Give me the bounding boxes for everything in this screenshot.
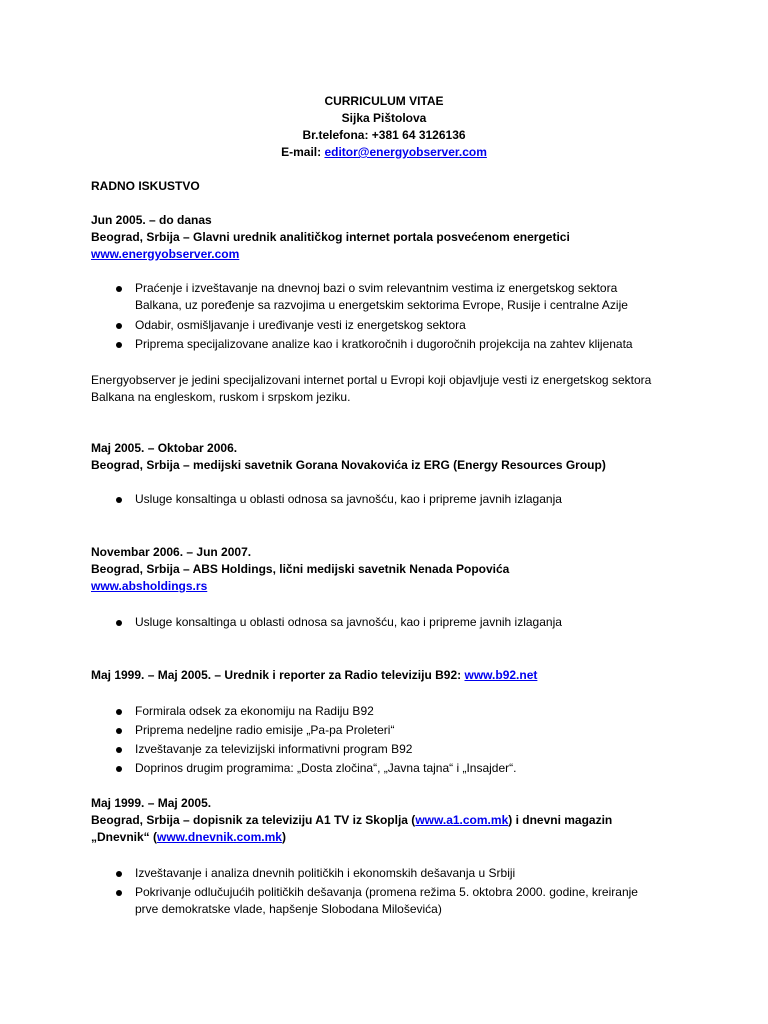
document-title: CURRICULUM VITAE [324, 94, 444, 108]
job1-link-line [91, 247, 239, 262]
job4-bullet-1: Formirala odsek za ekonomiju na Radiju B92 [135, 704, 374, 718]
job2-role: Beograd, Srbija – medijski savetnik Gorana Novakovića iz ERG (Energy Resources Group) [91, 458, 606, 472]
job1-description-line-2: Balkana na engleskom, ruskom i srpskom jeziku. [91, 390, 351, 404]
job4-heading-text: Maj 1999. – Maj 2005. – Urednik i reporter za Radio televiziju B92: [91, 668, 465, 682]
bullet-icon [116, 342, 122, 348]
job5-role-text-4: ) [281, 830, 286, 844]
job1-bullet-1-line-1: Praćenje i izveštavanje na dnevnoj bazi o svim relevantnim vestima iz energetskog sektora [135, 281, 618, 295]
bullet-icon [116, 286, 122, 292]
job1-bullet-2: Odabir, osmišljavanje i uređivanje vesti iz energetskog sektora [135, 318, 466, 332]
person-name: Sijka Pištolova [341, 111, 427, 125]
job2-period: Maj 2005. – Oktobar 2006. [91, 441, 238, 455]
phone-number: Br.telefona: +381 64 3126136 [302, 128, 466, 142]
bullet-icon [116, 709, 122, 715]
job3-website-link[interactable]: www.absholdings.rs [91, 579, 208, 593]
job5-period: Maj 1999. – Maj 2005. [91, 796, 212, 810]
bullet-icon [116, 620, 122, 626]
job1-role: Beograd, Srbija – Glavni urednik analitičkog internet portala posvećenom energetici [91, 230, 570, 244]
bullet-icon [116, 728, 122, 734]
bullet-icon [116, 747, 122, 753]
job4-bullet-2: Priprema nedeljne radio emisije „Pa-pa Proleteri“ [135, 723, 395, 737]
job3-period: Novembar 2006. – Jun 2007. [91, 545, 252, 559]
job5-bullet-2-line-1: Pokrivanje odlučujućih političkih dešavanja (promena režima 5. oktobra 2000. godine, kreiranje [135, 885, 638, 899]
job5-role-text-2: ) i dnevni magazin [508, 813, 613, 827]
bullet-icon [116, 890, 122, 896]
job5-bullet-2-line-2: prve demokratske vlade, hapšenje Slobodana Miloševića) [135, 902, 442, 916]
job3-bullet: Usluge konsaltinga u oblasti odnosa sa javnošću, kao i pripreme javnih izlaganja [135, 615, 562, 629]
job2-bullet: Usluge konsaltinga u oblasti odnosa sa javnošću, kao i pripreme javnih izlaganja [135, 492, 562, 506]
job5-role-line-1 [91, 813, 612, 828]
email-link[interactable]: editor@energyobserver.com [324, 145, 487, 159]
job1-period: Jun 2005. – do danas [91, 213, 212, 227]
email-line [0, 145, 768, 160]
section-heading: RADNO ISKUSTVO [91, 179, 200, 193]
job5-role-text-3: „Dnevnik“ ( [91, 830, 158, 844]
job5-role-line-2 [91, 830, 286, 845]
job1-bullet-1-line-2: Balkana, uz poređenje sa razvojima u energetskim sektorima Evrope, Rusije i centralne Azije [135, 298, 628, 312]
job1-website-link[interactable]: www.energyobserver.com [91, 247, 240, 261]
job3-link-line [91, 579, 207, 594]
job5-dnevnik-link[interactable]: www.dnevnik.com.mk [157, 830, 282, 844]
job5-a1-link[interactable]: www.a1.com.mk [415, 813, 509, 827]
bullet-icon [116, 871, 122, 877]
job1-bullet-3: Priprema specijalizovane analize kao i kratkoročnih i dugoročnih projekcija na zahtev klijenata [135, 337, 633, 351]
job1-description-line-1: Energyobserver je jedini specijalizovani internet portal u Evropi koji objavljuje vesti iz energetskog sektora [91, 373, 652, 387]
email-label: E-mail: [281, 145, 325, 159]
bullet-icon [116, 323, 122, 329]
job3-role: Beograd, Srbija – ABS Holdings, lični medijski savetnik Nenada Popovića [91, 562, 510, 576]
job4-heading [91, 668, 537, 683]
job4-website-link[interactable]: www.b92.net [464, 668, 538, 682]
job4-bullet-4: Doprinos drugim programima: „Dosta zločina“, „Javna tajna“ i „Insajder“. [135, 761, 517, 775]
bullet-icon [116, 766, 122, 772]
job5-bullet-1: Izveštavanje i analiza dnevnih političkih i ekonomskih dešavanja u Srbiji [135, 866, 516, 880]
job4-bullet-3: Izveštavanje za televizijski informativni program B92 [135, 742, 413, 756]
job5-role-text-1: Beograd, Srbija – dopisnik za televiziju A1 TV iz Skoplja ( [91, 813, 416, 827]
bullet-icon [116, 497, 122, 503]
